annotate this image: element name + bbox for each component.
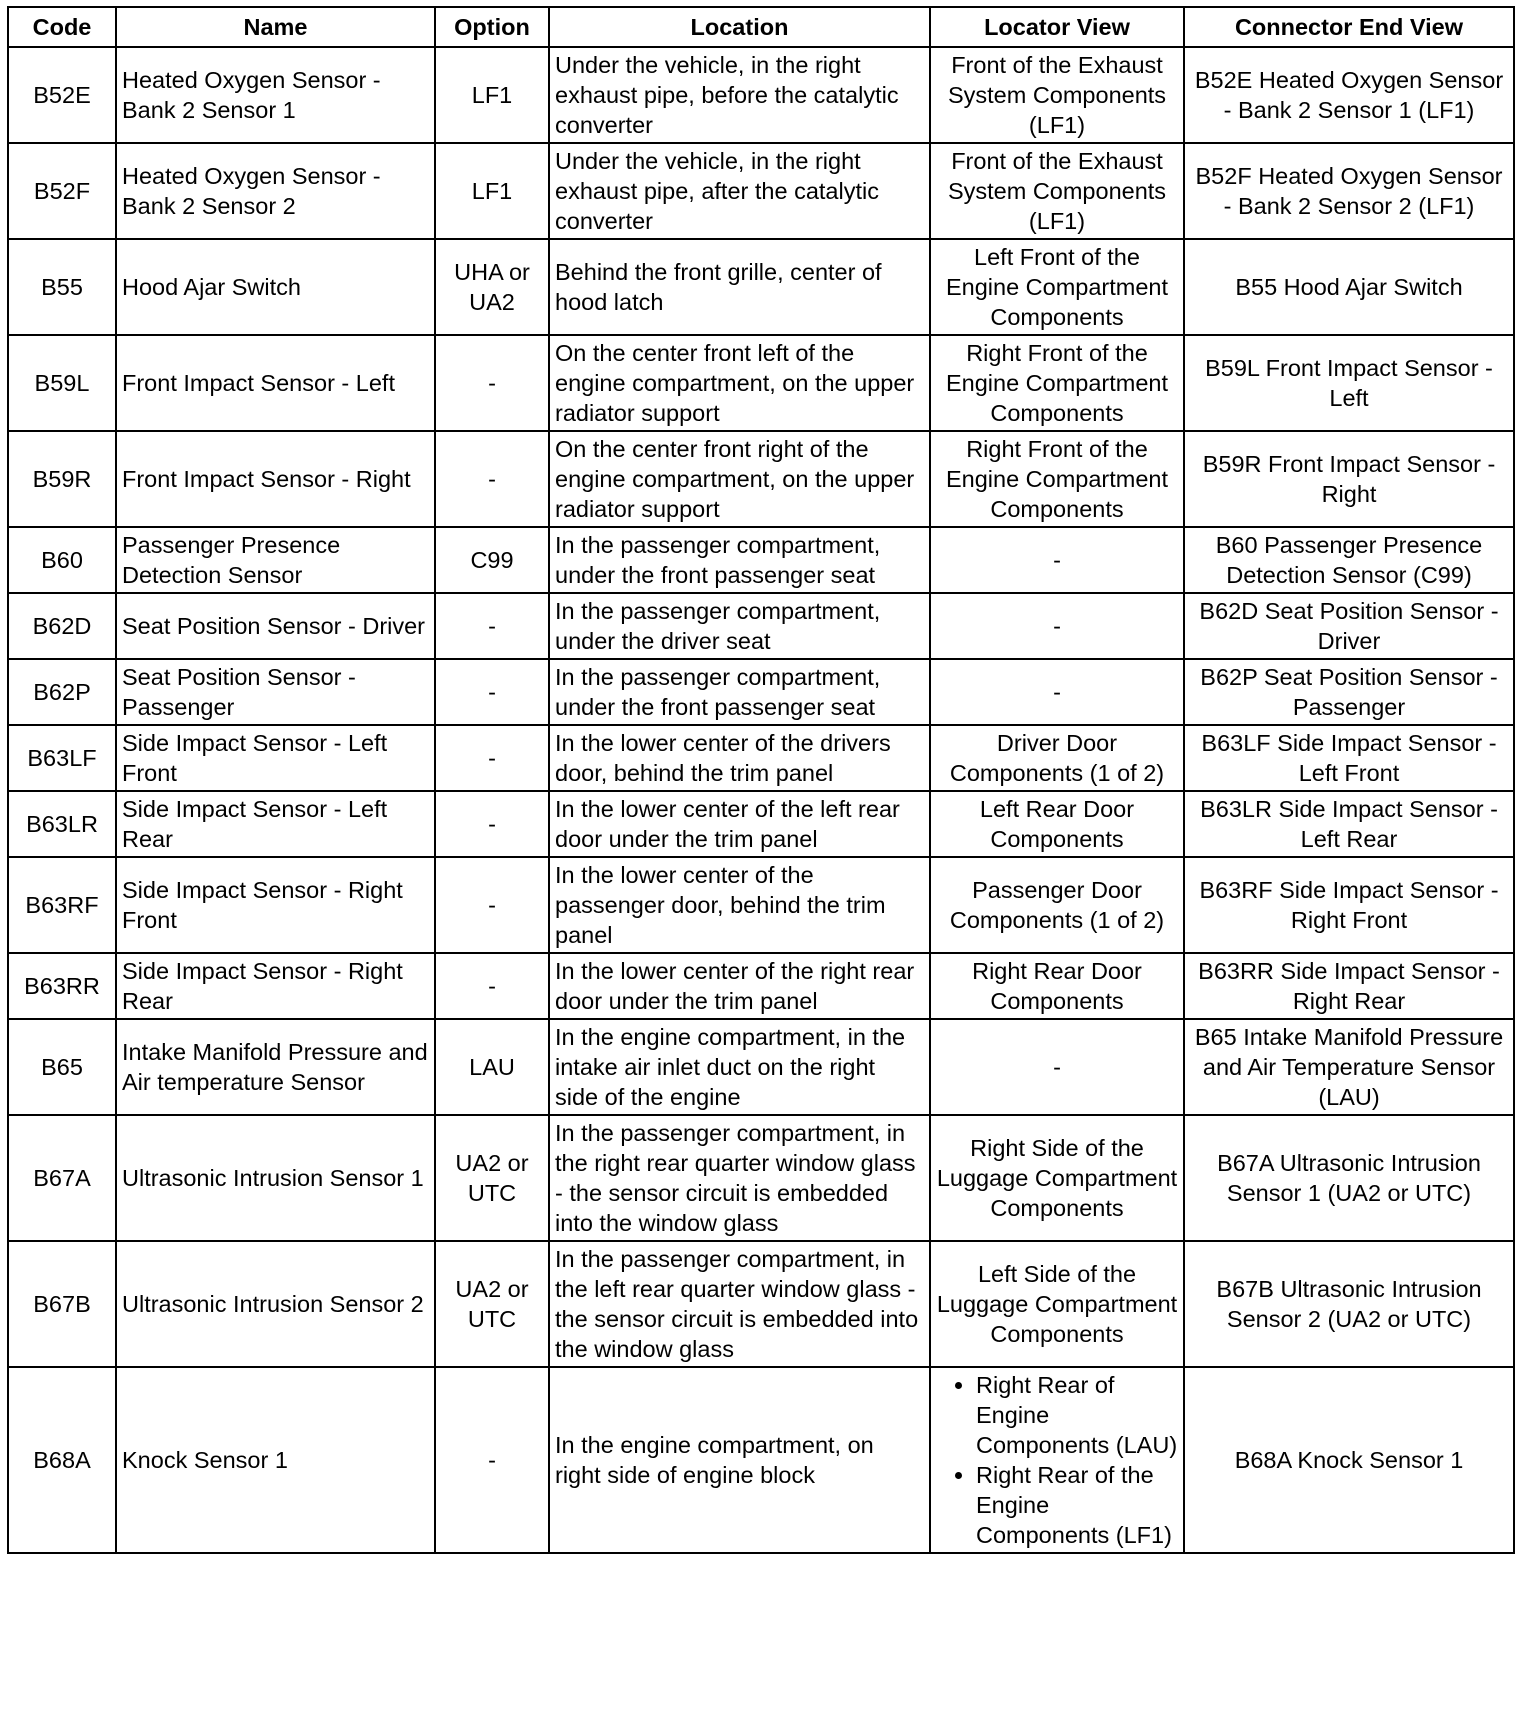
cell-location: In the passenger compartment, under the front passenger seat [549,527,930,593]
cell-option: LF1 [435,47,549,143]
cell-connector-end-view: B63RF Side Impact Sensor - Right Front [1184,857,1514,953]
cell-connector-end-view: B62D Seat Position Sensor - Driver [1184,593,1514,659]
cell-name: Side Impact Sensor - Left Front [116,725,435,791]
cell-location: Under the vehicle, in the right exhaust pipe, after the catalytic converter [549,143,930,239]
cell-locator-view: - [930,593,1184,659]
cell-name: Seat Position Sensor - Passenger [116,659,435,725]
cell-name: Ultrasonic Intrusion Sensor 1 [116,1115,435,1241]
cell-locator-view: Left Side of the Luggage Compartment Components [930,1241,1184,1367]
table-row [8,659,1514,725]
cell-code: B67B [8,1241,116,1367]
cell-connector-end-view: B68A Knock Sensor 1 [1184,1367,1514,1553]
cell-option: UA2 or UTC [435,1115,549,1241]
cell-location: On the center front right of the engine compartment, on the upper radiator support [549,431,930,527]
locator-view-list-item: • Right Rear of the Engine Components (LF1) [976,1460,1178,1550]
cell-code: B60 [8,527,116,593]
table-row [8,593,1514,659]
table-row [8,335,1514,431]
cell-code: B63RR [8,953,116,1019]
component-locator-table [7,6,1515,1554]
cell-code: B67A [8,1115,116,1241]
cell-name: Heated Oxygen Sensor - Bank 2 Sensor 1 [116,47,435,143]
cell-connector-end-view: B62P Seat Position Sensor - Passenger [1184,659,1514,725]
cell-name: Passenger Presence Detection Sensor [116,527,435,593]
cell-connector-end-view: B63LF Side Impact Sensor - Left Front [1184,725,1514,791]
cell-option: - [435,857,549,953]
cell-option: - [435,335,549,431]
table-header-row [8,7,1514,47]
cell-code: B52E [8,47,116,143]
cell-option: UHA or UA2 [435,239,549,335]
cell-name: Intake Manifold Pressure and Air temperature Sensor [116,1019,435,1115]
cell-name: Seat Position Sensor - Driver [116,593,435,659]
cell-connector-end-view: B59L Front Impact Sensor - Left [1184,335,1514,431]
cell-locator-view: - [930,527,1184,593]
cell-location: In the engine compartment, in the intake air inlet duct on the right side of the engine [549,1019,930,1115]
cell-location: In the passenger compartment, in the left rear quarter window glass - the sensor circuit is embedded into the window glass [549,1241,930,1367]
cell-code: B55 [8,239,116,335]
cell-location: In the lower center of the passenger door, behind the trim panel [549,857,930,953]
table-row [8,143,1514,239]
table-row [8,47,1514,143]
table-row [8,527,1514,593]
cell-locator-view: - [930,659,1184,725]
cell-code: B63RF [8,857,116,953]
cell-code: B62D [8,593,116,659]
cell-option: LF1 [435,143,549,239]
cell-option: - [435,431,549,527]
cell-code: B68A [8,1367,116,1553]
cell-locator-view: Right Front of the Engine Compartment Components [930,335,1184,431]
cell-connector-end-view: B52F Heated Oxygen Sensor - Bank 2 Sensor 2 (LF1) [1184,143,1514,239]
table-row [8,953,1514,1019]
cell-code: B52F [8,143,116,239]
cell-locator-view: Passenger Door Components (1 of 2) [930,857,1184,953]
cell-locator-view: Driver Door Components (1 of 2) [930,725,1184,791]
header-locator-view: Locator View [930,7,1184,47]
cell-connector-end-view: B67B Ultrasonic Intrusion Sensor 2 (UA2 or UTC) [1184,1241,1514,1367]
header-option: Option [435,7,549,47]
component-locator-table-container [7,6,1515,1554]
table-row [8,239,1514,335]
header-name: Name [116,7,435,47]
table-row [8,857,1514,953]
cell-option: - [435,791,549,857]
cell-connector-end-view: B52E Heated Oxygen Sensor - Bank 2 Sensor 1 (LF1) [1184,47,1514,143]
cell-code: B59R [8,431,116,527]
cell-code: B62P [8,659,116,725]
cell-location: In the passenger compartment, in the right rear quarter window glass - the sensor circuit is embedded into the window glass [549,1115,930,1241]
cell-connector-end-view: B60 Passenger Presence Detection Sensor (C99) [1184,527,1514,593]
cell-name: Side Impact Sensor - Right Front [116,857,435,953]
locator-view-list-item: • Right Rear of Engine Components (LAU) [976,1370,1178,1460]
cell-locator-view [930,1367,1184,1553]
cell-option: - [435,1367,549,1553]
cell-option: - [435,725,549,791]
cell-code: B65 [8,1019,116,1115]
cell-option: UA2 or UTC [435,1241,549,1367]
table-row [8,1367,1514,1553]
cell-name: Side Impact Sensor - Left Rear [116,791,435,857]
cell-connector-end-view: B63LR Side Impact Sensor - Left Rear [1184,791,1514,857]
cell-location: In the lower center of the left rear door under the trim panel [549,791,930,857]
cell-locator-view: Right Front of the Engine Compartment Components [930,431,1184,527]
cell-location: Behind the front grille, center of hood latch [549,239,930,335]
cell-locator-view: Right Rear Door Components [930,953,1184,1019]
cell-name: Knock Sensor 1 [116,1367,435,1553]
cell-location: In the engine compartment, on right side of engine block [549,1367,930,1553]
cell-locator-view: Left Front of the Engine Compartment Components [930,239,1184,335]
cell-locator-view: - [930,1019,1184,1115]
cell-locator-view: Front of the Exhaust System Components (LF1) [930,47,1184,143]
cell-connector-end-view: B55 Hood Ajar Switch [1184,239,1514,335]
cell-code: B63LF [8,725,116,791]
table-row [8,431,1514,527]
locator-view-list [936,1370,1178,1550]
table-row [8,725,1514,791]
cell-location: Under the vehicle, in the right exhaust pipe, before the catalytic converter [549,47,930,143]
cell-location: In the passenger compartment, under the front passenger seat [549,659,930,725]
cell-connector-end-view: B67A Ultrasonic Intrusion Sensor 1 (UA2 or UTC) [1184,1115,1514,1241]
cell-name: Side Impact Sensor - Right Rear [116,953,435,1019]
cell-location: In the lower center of the drivers door, behind the trim panel [549,725,930,791]
cell-option: - [435,953,549,1019]
cell-location: In the passenger compartment, under the driver seat [549,593,930,659]
cell-option: - [435,593,549,659]
cell-connector-end-view: B59R Front Impact Sensor - Right [1184,431,1514,527]
table-row [8,1019,1514,1115]
cell-location: In the lower center of the right rear door under the trim panel [549,953,930,1019]
cell-code: B63LR [8,791,116,857]
header-location: Location [549,7,930,47]
table-row [8,791,1514,857]
header-connector-end-view: Connector End View [1184,7,1514,47]
cell-connector-end-view: B65 Intake Manifold Pressure and Air Temperature Sensor (LAU) [1184,1019,1514,1115]
cell-code: B59L [8,335,116,431]
cell-locator-view: Right Side of the Luggage Compartment Components [930,1115,1184,1241]
cell-name: Heated Oxygen Sensor - Bank 2 Sensor 2 [116,143,435,239]
cell-name: Hood Ajar Switch [116,239,435,335]
table-row [8,1241,1514,1367]
header-code: Code [8,7,116,47]
cell-name: Front Impact Sensor - Right [116,431,435,527]
table-row [8,1115,1514,1241]
cell-location: On the center front left of the engine compartment, on the upper radiator support [549,335,930,431]
cell-option: - [435,659,549,725]
cell-name: Ultrasonic Intrusion Sensor 2 [116,1241,435,1367]
cell-locator-view: Front of the Exhaust System Components (LF1) [930,143,1184,239]
cell-option: LAU [435,1019,549,1115]
cell-name: Front Impact Sensor - Left [116,335,435,431]
cell-locator-view: Left Rear Door Components [930,791,1184,857]
cell-option: C99 [435,527,549,593]
cell-connector-end-view: B63RR Side Impact Sensor - Right Rear [1184,953,1514,1019]
